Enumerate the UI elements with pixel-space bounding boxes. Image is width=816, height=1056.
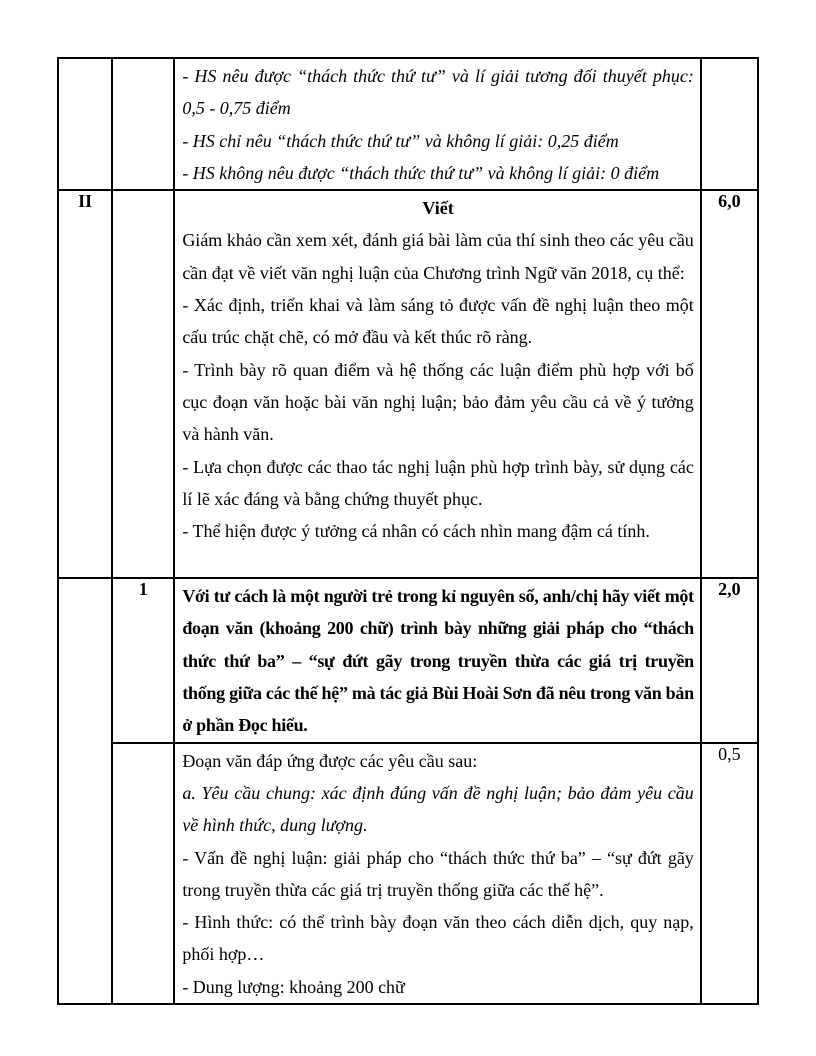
section-2-criterion: - Thể hiện được ý tưởng cá nhân có cách nhìn mang đậm cá tính. xyxy=(182,521,650,542)
answer-1-score: 0,5 xyxy=(701,743,758,1004)
section-2-intro: Giám khảo cần xem xét, đánh giá bài làm của thí sinh theo các yêu cầu cần đạt về viết văn nghị luận của Chương trình Ngữ văn 2018, cụ thể: xyxy=(182,230,694,283)
row-section-2 xyxy=(58,190,758,578)
grading-note: - HS không nêu được “thách thức thứ tư” và không lí giải: 0 điểm xyxy=(182,162,660,183)
question-number-cell-empty xyxy=(112,190,174,578)
answer-1-detail: - Dung lượng: khoảng 200 chữ xyxy=(182,976,405,997)
section-2-content-cell xyxy=(174,190,701,578)
section-2-criterion: - Lựa chọn được các thao tác nghị luận phù hợp trình bày, sử dụng các lí lẽ xác đáng và bằng chứng thuyết phục. xyxy=(182,456,694,509)
question-1-score: 2,0 xyxy=(701,578,758,742)
question-number-cell-empty xyxy=(112,58,174,190)
grading-notes-cell xyxy=(174,58,701,190)
section-2-criterion: - Trình bày rõ quan điểm và hệ thống các luận điểm phù hợp với bố cục đoạn văn hoặc bài văn nghị luận; bảo đảm yêu cầu cả về ý tưởng và hành văn. xyxy=(182,359,694,445)
question-1-prompt: Với tư cách là một người trẻ trong kỉ nguyên số, anh/chị hãy viết một đoạn văn (khoảng 200 chữ) trình bày những giải pháp cho “thách thức thứ ba” – “sự đứt gãy trong truyền thừa các giá trị truyền thống giữa các thế hệ” mà tác giả Bùi Hoài Sơn đã nêu trong văn bản ở phần Đọc hiểu. xyxy=(182,586,694,736)
scoring-table xyxy=(57,57,759,1005)
score-cell-empty xyxy=(701,58,758,190)
section-label-cell-empty xyxy=(58,58,112,190)
answer-1-detail: - Vấn đề nghị luận: giải pháp cho “thách thức thứ ba” – “sự đứt gãy trong truyền thừa các giá trị truyền thống giữa các thế hệ”. xyxy=(182,847,694,900)
row-answer-1 xyxy=(58,743,758,1004)
question-1-number: 1 xyxy=(112,578,174,742)
section-2-heading: Viết xyxy=(422,198,454,219)
question-number-cell-empty xyxy=(112,743,174,1004)
section-label-cell-empty xyxy=(58,578,112,1004)
section-2-criterion: - Xác định, triển khai và làm sáng tỏ được vấn đề nghị luận theo một cấu trúc chặt chẽ, có mở đầu và kết thúc rõ ràng. xyxy=(182,295,694,348)
section-2-score: 6,0 xyxy=(701,190,758,578)
answer-1-general-requirement: a. Yêu cầu chung: xác định đúng vấn đề nghị luận; bảo đảm yêu cầu về hình thức, dung lượng. xyxy=(182,782,694,836)
answer-1-intro: Đoạn văn đáp ứng được các yêu cầu sau: xyxy=(182,750,478,771)
row-prev-question-grading xyxy=(58,58,758,190)
answer-1-detail: - Hình thức: có thể trình bày đoạn văn theo cách diễn dịch, quy nạp, phối hợp… xyxy=(182,912,694,965)
row-question-1 xyxy=(58,578,758,742)
grading-note: - HS nêu được “thách thức thứ tư” và lí giải tương đối thuyết phục: 0,5 - 0,75 điểm xyxy=(182,66,694,119)
answer-1-content-cell xyxy=(174,743,701,1004)
question-1-prompt-cell xyxy=(174,578,701,742)
grading-note: - HS chỉ nêu “thách thức thứ tư” và không lí giải: 0,25 điểm xyxy=(182,130,619,151)
section-2-label: II xyxy=(58,190,112,578)
